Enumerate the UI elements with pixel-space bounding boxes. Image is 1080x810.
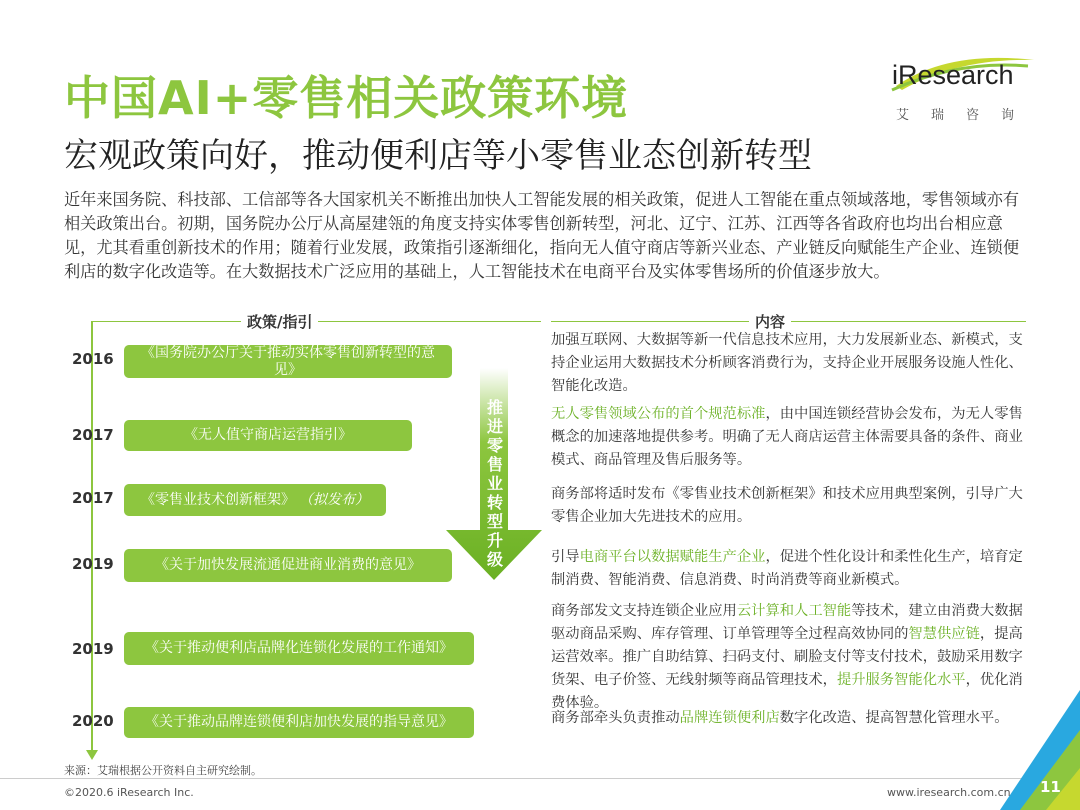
policy-note: （拟发布） [299, 491, 369, 508]
policy-content [551, 600, 1026, 715]
policy-content [551, 707, 1026, 730]
policy-name-pill [124, 549, 452, 582]
source-note: 来源：艾瑞根据公开资料自主研究绘制。 [64, 764, 262, 777]
timeline-line [91, 321, 93, 751]
content-highlight: 智慧供应链 [908, 626, 980, 642]
content-text: ，促进个性化设计和柔性化生产，培育定制消费、智能消费、信息消费、时尚消费等商业新模式。 [551, 549, 1023, 588]
iresearch-logo [888, 56, 1038, 126]
page-number: 11 [1040, 778, 1061, 796]
policy-year: 2019 [72, 640, 114, 658]
policy-name-pill [124, 632, 474, 665]
policy-name-pill [124, 707, 474, 738]
logo-chinese-name: 艾瑞咨询 [896, 108, 1037, 123]
policy-year: 2016 [72, 350, 114, 368]
footer-divider [0, 778, 1030, 779]
copyright: ©2020.6 iResearch Inc. [64, 786, 194, 799]
timeline-arrow-icon [86, 750, 98, 760]
content-text: 商务部牵头负责推动 [551, 710, 680, 726]
content-text: ，优化消费体验。 [551, 672, 1023, 711]
content-text: ，由中国连锁经营协会发布，为无人零售概念的加速落地提供参考。明确了无人商店运营主体需要具备的条件、商业模式、商品管理及售后服务等。 [551, 406, 1023, 468]
logo-i: i [892, 60, 898, 90]
content-text: ，提高运营效率。推广自助结算、扫码支付、刷脸支付等支付技术，鼓励采用数字货架、电子价签、无线射频等商品管理技术， [551, 626, 1023, 688]
logo-research: Research [898, 60, 1014, 90]
logo-wordmark [892, 60, 1014, 91]
policy-name: 《无人值守商店运营指引》 [184, 427, 352, 443]
policy-content [551, 329, 1026, 398]
transformation-arrow-label: 推进零售业转型升级 [486, 398, 503, 569]
policy-name: 《关于推动品牌连锁便利店加快发展的指导意见》 [145, 714, 453, 730]
policy-name: 《关于加快发展流通促进商业消费的意见》 [155, 557, 421, 573]
content-highlight: 电商平台以数据赋能生产企业 [579, 549, 766, 565]
policy-name: 《关于推动便利店品牌化连锁化发展的工作通知》 [145, 640, 453, 656]
policy-content [551, 403, 1026, 472]
policy-year: 2017 [72, 489, 114, 507]
policy-name-pill [124, 345, 452, 378]
content-text: 等技术，建立由消费大数据驱动商品采购、库存管理、订单管理等全过程高效协同的 [551, 603, 1023, 642]
intro-paragraph: 近年来国务院、科技部、工信部等各大国家机关不断推出加快人工智能发展的相关政策，促进人工智能在重点领域落地，零售领域亦有相关政策出台。初期，国务院办公厅从高屋建瓴的角度支持实体零售创新转型，河北、辽宁、江苏、江西等各省政府也均出台相应意见，尤其看重创新技术的作用；随着行业发展，政策指引逐渐细化，指向无人值守商店等新兴业态、产业链反向赋能生产企业、连锁便利店的数字化改造等。在大数据技术广泛应用的基础上，人工智能技术在电商平台及实体零售场所的价值逐步放大。 [64, 190, 1020, 281]
content-text: 加强互联网、大数据等新一代信息技术应用，大力发展新业态、新模式，支持企业运用大数据技术分析顾客消费行为，支持企业开展服务设施人性化、智能化改造。 [551, 332, 1023, 394]
content-highlight: 品牌连锁便利店 [679, 710, 780, 726]
policy-content [551, 546, 1026, 592]
policy-name-pill [124, 484, 386, 516]
page-title: 中国AI+零售相关政策环境 [64, 71, 629, 125]
page-subtitle: 宏观政策向好，推动便利店等小零售业态创新转型 [64, 136, 812, 176]
content-highlight: 无人零售领域公布的首个规范标准 [551, 406, 766, 422]
policy-content [551, 483, 1026, 529]
policy-year: 2019 [72, 555, 114, 573]
policy-year: 2020 [72, 712, 114, 730]
content-text: 数字化改造、提高智慧化管理水平。 [779, 710, 1009, 726]
policy-name: 《零售业技术创新框架》 [141, 491, 295, 508]
policy-name-pill [124, 420, 412, 451]
content-highlight: 云计算和人工智能 [736, 603, 852, 619]
content-text: 商务部发文支持连锁企业应用 [551, 603, 737, 619]
content-column-header: 内容 [749, 311, 791, 332]
content-highlight: 提升服务智能化水平 [836, 672, 966, 688]
website: www.iresearch.com.cn [887, 786, 1011, 799]
content-text: 商务部将适时发布《零售业技术创新框架》和技术应用典型案例，引导广大零售企业加大先进技术的应用。 [551, 486, 1023, 525]
content-text: 引导 [551, 549, 580, 565]
policy-column-header: 政策/指引 [241, 311, 318, 332]
policy-name: 《国务院办公厅关于推动实体零售创新转型的意见》 [141, 344, 435, 378]
policy-year: 2017 [72, 426, 114, 444]
